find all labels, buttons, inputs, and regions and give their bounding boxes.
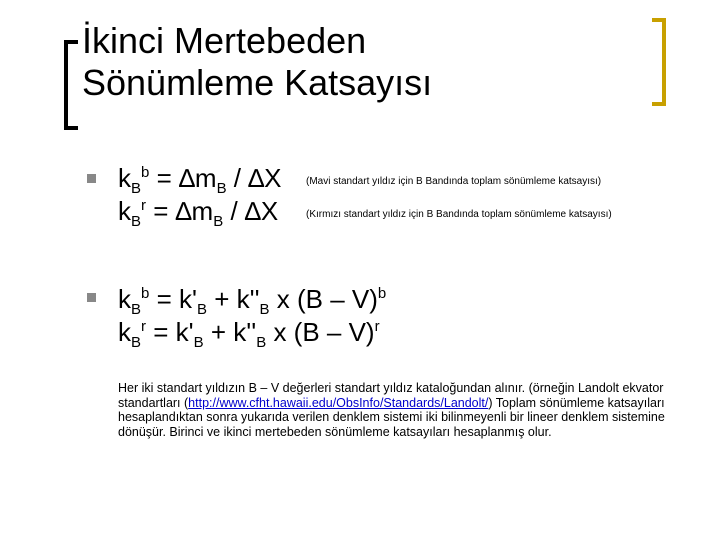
paragraph-text-2: ) Toplam sönümleme katsayıları hesaplandıktan sonra yukarıda verilen denklem sistemi iki bilinmeyenli bir lineer denklem sistemine dönüşür. Birinci ve ikinci mertebeden sönümleme katsayıları hesaplanmış olur. [118, 395, 665, 439]
note-red-star: (Kırmızı standart yıldız için B Bandında toplam sönümleme katsayısı) [306, 209, 612, 220]
landolt-standards-link[interactable]: http://www.cfht.hawaii.edu/ObsInfo/Standards/Landolt/ [188, 395, 489, 410]
equation-kb-b-linear: $k_B^b = k'_B + k''_B$ x (B – V)$^b$ [118, 284, 387, 318]
title-line-1: İkinci Mertebeden [82, 20, 367, 61]
title-left-bracket [64, 40, 78, 130]
equation-kb-b-delta: $k_B^b = \Delta m_B / \Delta X$ [118, 163, 282, 197]
title-line-2: Sönümleme Katsayısı [82, 62, 433, 103]
equation-kb-r-linear: $k_B^r = k'_B + k''_B$ x (B – V)$^r$ [118, 317, 380, 351]
title-right-bracket [652, 18, 666, 106]
page-title [82, 20, 432, 104]
bullet-marker-1 [87, 174, 96, 183]
equation-kb-r-delta: $k_B^r = \Delta m_B / \Delta X$ [118, 196, 279, 230]
paragraph-text-1: Her iki standart yıldızın B – V değerleri standart yıldız kataloğundan alınır. (örneğin Landolt ekvator standartları ( [118, 381, 664, 410]
bullet-marker-2 [87, 293, 96, 302]
note-blue-star: (Mavi standart yıldız için B Bandında toplam sönümleme katsayısı) [306, 176, 602, 187]
explanation-paragraph [118, 381, 674, 439]
